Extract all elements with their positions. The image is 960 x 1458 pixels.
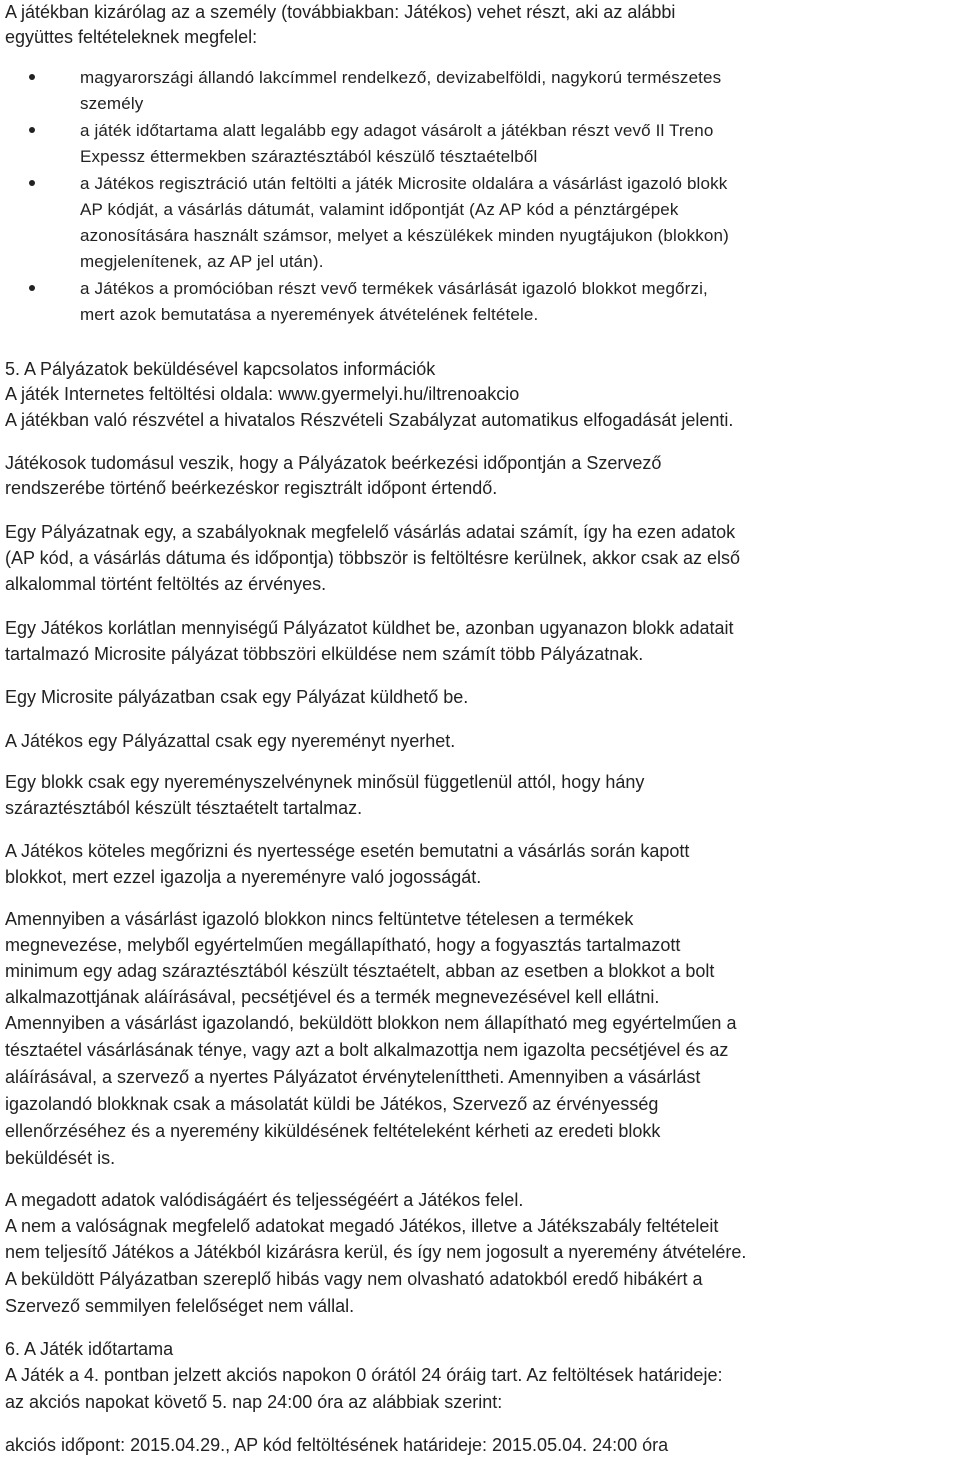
- text-line: A Játék a 4. pontban jelzett akciós napokon 0 órától 24 óráig tart. Az feltöltések határideje:: [5, 1365, 723, 1385]
- text-line: A beküldött Pályázatban szereplő hibás vagy nem olvasható adatokból eredő hibákért a: [5, 1269, 703, 1289]
- text-line: személy: [80, 94, 144, 113]
- text-line: minimum egy adag száraztésztából készült tésztaételt, abban az esetben a blokkot a bolt: [5, 961, 715, 981]
- text-line: (AP kód, a vásárlás dátuma és időpontja) többször is feltöltésre kerülnek, akkor csak az első: [5, 548, 741, 568]
- text-line: ellenőrzéséhez és a nyeremény kiküldésének feltételeként kérheti az eredeti blokk: [5, 1121, 661, 1141]
- text-line: a játék időtartama alatt legalább egy adagot vásárolt a játékban részt vevő Il Treno: [80, 121, 714, 140]
- text-line: Egy Microsite pályázatban csak egy Pályázat küldhető be.: [5, 687, 469, 707]
- text-line: A nem a valóságnak megfelelő adatokat megadó Játékos, illetve a Játékszabály feltételeit: [5, 1216, 719, 1236]
- text-line: beküldését is.: [5, 1148, 116, 1168]
- text-line: aláírásával, a szervező a nyertes Pályázatot érvényteleníttheti. Amennyiben a vásárlást: [5, 1067, 701, 1087]
- text-line: együttes feltételeknek megfelel:: [5, 27, 258, 47]
- bullet-icon: [29, 127, 35, 133]
- text-line: Amennyiben a vásárlást igazoló blokkon nincs feltüntetve tételesen a termékek: [5, 909, 634, 929]
- text-line: igazolandó blokknak csak a másolatát küldi be Játékos, Szervező az érvényesség: [5, 1094, 659, 1114]
- text-line: tartalmazó Microsite pályázat többszöri elküldése nem számít több Pályázatnak.: [5, 644, 644, 664]
- text-line: tésztaétel vásárlásának ténye, vagy azt a bolt alkalmazottja nem igazolta pecsétjével és az: [5, 1040, 729, 1060]
- text-line: Játékosok tudomásul veszik, hogy a Pályázatok beérkezési időpontján a Szervező: [5, 453, 662, 473]
- text-line: azonosítására használt számsor, melyet a készülékek minden nyugtájukon (blokkon): [80, 226, 729, 245]
- bullet-icon: [29, 285, 35, 291]
- bullet-icon: [29, 180, 35, 186]
- text-line: száraztésztából készült tésztaételt tartalmaz.: [5, 798, 363, 818]
- text-line: A játékban való részvétel a hivatalos Részvételi Szabályzat automatikus elfogadását jelenti.: [5, 410, 734, 430]
- text-line: Amennyiben a vásárlást igazolandó, beküldött blokkon nem állapítható meg egyértelműen a: [5, 1013, 737, 1033]
- text-line: blokkot, mert ezzel igazolja a nyereményre való jogosságát.: [5, 867, 482, 887]
- text-line: megnevezése, melyből egyértelműen megállapítható, hogy a fogyasztás tartalmazott: [5, 935, 681, 955]
- text-line: AP kódját, a vásárlás dátumát, valamint időpontját (Az AP kód a pénztárgépek: [80, 200, 679, 219]
- text-line: mert azok bemutatása a nyeremények átvételének feltétele.: [80, 305, 539, 324]
- text-line: A Játékos egy Pályázattal csak egy nyereményt nyerhet.: [5, 731, 456, 751]
- text-line: A megadott adatok valódiságáért és teljességéért a Játékos felel.: [5, 1190, 524, 1210]
- text-line: az akciós napokat követő 5. nap 24:00 óra az alábbiak szerint:: [5, 1392, 503, 1412]
- section-heading: 5. A Pályázatok beküldésével kapcsolatos információk: [5, 359, 436, 379]
- text-line: alkalommal történt feltöltés az érvényes.: [5, 574, 327, 594]
- text-line: a Játékos a promócióban részt vevő termékek vásárlását igazoló blokkot megőrzi,: [80, 279, 708, 298]
- text-line: Egy blokk csak egy nyereményszelvénynek minősül függetlenül attól, hogy hány: [5, 772, 645, 792]
- text-line: Szervező semmilyen felelőséget nem vállal.: [5, 1296, 355, 1316]
- text-line: nem teljesítő Játékos a Játékból kizárásra kerül, és így nem jogosult a nyeremény átvételére.: [5, 1242, 747, 1262]
- text-line: A játék Internetes feltöltési oldala: www.gyermelyi.hu/iltrenoakcio: [5, 384, 520, 404]
- text-line: a Játékos regisztráció után feltölti a játék Microsite oldalára a vásárlást igazoló blokk: [80, 174, 728, 193]
- text-line: magyarországi állandó lakcímmel rendelkező, devizabelföldi, nagykorú természetes: [80, 68, 722, 87]
- text-line: A játékban kizárólag az a személy (továbbiakban: Játékos) vehet részt, aki az alábbi: [5, 2, 676, 22]
- text-line: rendszerébe történő beérkezéskor regisztrált időpont értendő.: [5, 478, 498, 498]
- text-line: A Játékos köteles megőrizni és nyertessége esetén bemutatni a vásárlás során kapott: [5, 841, 690, 861]
- text-line: Expessz éttermekben száraztésztából készülő tésztaételből: [80, 147, 538, 166]
- deadline-line: akciós időpont: 2015.04.29., AP kód feltöltésének határideje: 2015.05.04. 24:00 óra: [5, 1435, 669, 1455]
- text-line: Egy Pályázatnak egy, a szabályoknak megfelelő vásárlás adatai számít, így ha ezen adatok: [5, 522, 736, 542]
- text-line: alkalmazottjának aláírásával, pecsétjével és a termék megnevezésével kell ellátni.: [5, 987, 660, 1007]
- section-heading: 6. A Játék időtartama: [5, 1339, 174, 1359]
- text-line: Egy Játékos korlátlan mennyiségű Pályázatot küldhet be, azonban ugyanazon blokk adatait: [5, 618, 734, 638]
- bullet-icon: [29, 74, 35, 80]
- text-line: megjelenítenek, az AP jel után).: [80, 252, 324, 271]
